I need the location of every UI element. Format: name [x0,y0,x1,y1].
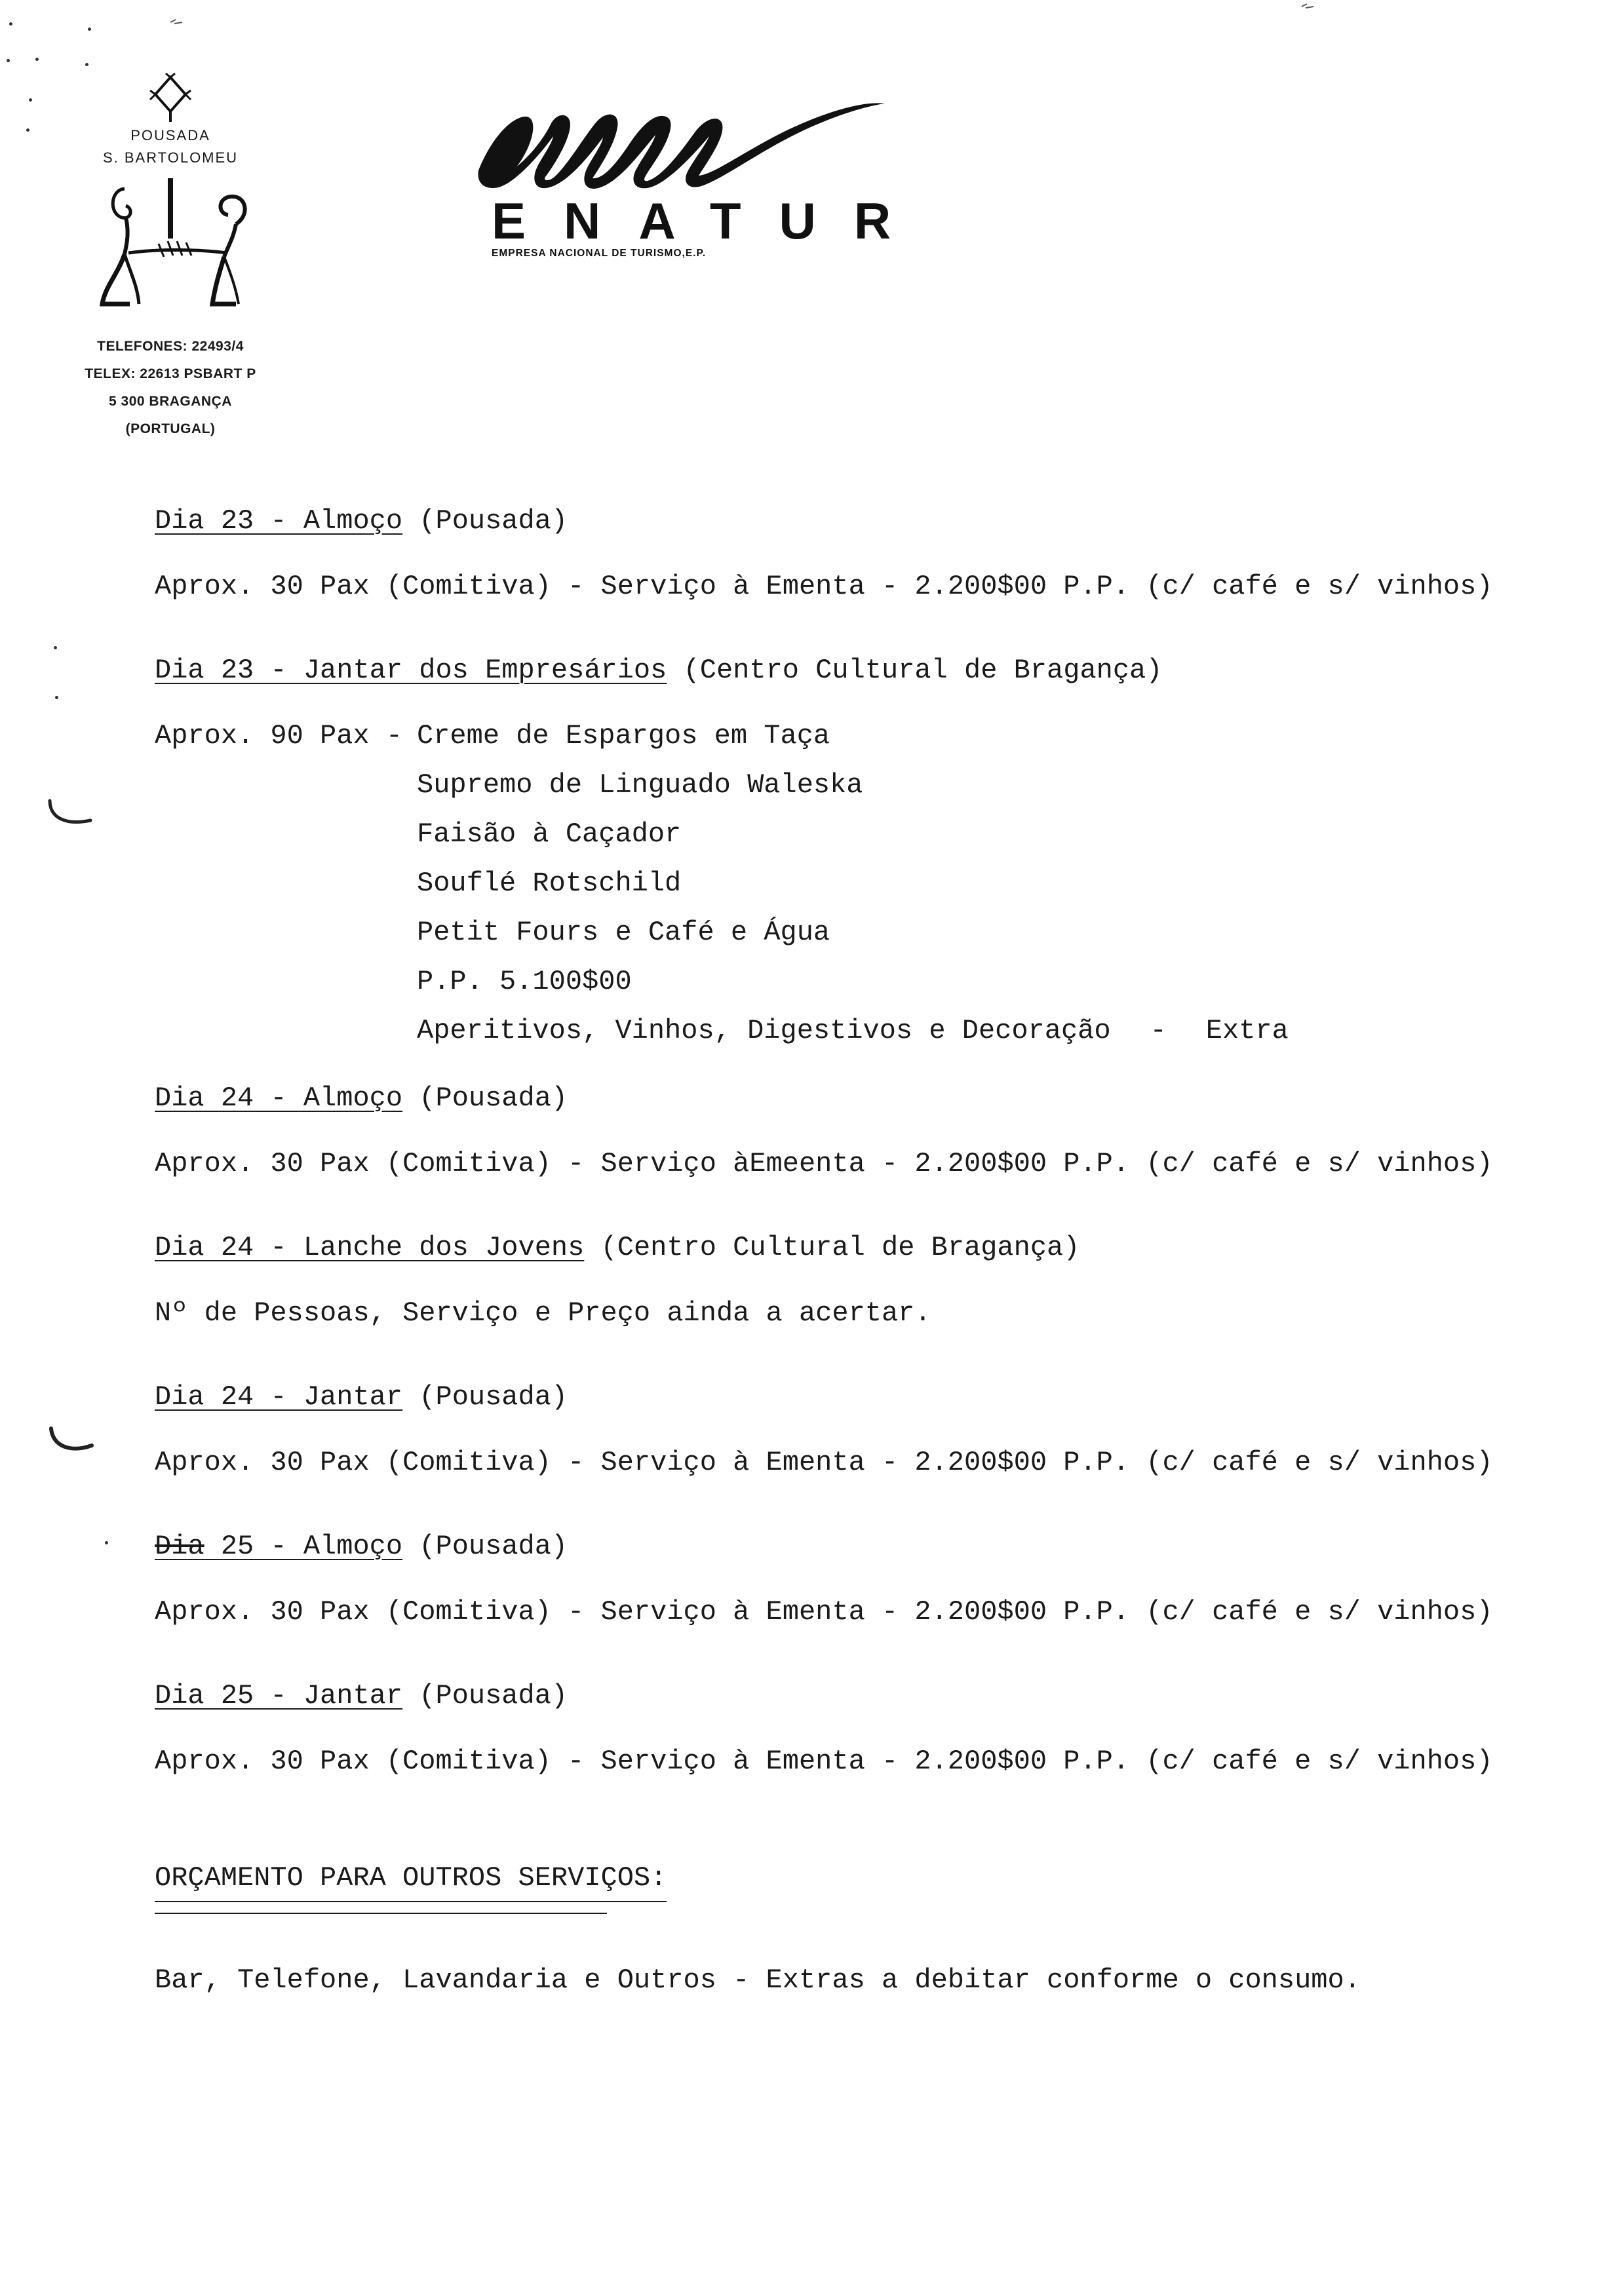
pousada-name-line1: POUSADA [130,127,210,144]
entry-detail: Aprox. 30 Pax (Comitiva) - Serviço à Ementa - 2.200$00 P.P. (c/ café e s/ vinhos) [155,1447,1493,1478]
menu-item: Petit Fours e Café e Água [417,917,830,948]
entry-place: (Pousada) [419,505,568,537]
entry-heading [155,654,1518,687]
entry-detail: Aprox. 30 Pax (Comitiva) - Serviço à Ementa - 2.200$00 P.P. (c/ café e s/ vinhos) [155,571,1493,602]
punch-hole-mark [46,798,94,828]
entry-heading [155,1530,1518,1563]
pousada-name-line2: S. BARTOLOMEU [102,149,239,166]
entry-detail: Aprox. 30 Pax (Comitiva) - Serviço àEmeenta - 2.200$00 P.P. (c/ café e s/ vinhos) [155,1148,1493,1179]
entry-day-rest: 25 - Almoço [204,1531,403,1562]
pousada-contact [39,333,302,443]
menu-item: Supremo de Linguado Waleska [417,769,863,801]
entry-place: (Centro Cultural de Bragança) [683,655,1163,686]
entry-day: Dia 24 - Lanche dos Jovens [155,1232,585,1263]
pousada-emblem-icon [141,72,200,124]
menu-item: Faisão à Caçador [417,818,682,850]
menu-lead: Aprox. 90 Pax - [155,720,403,752]
dinner-menu [155,719,1518,1063]
pousada-city: 5 300 BRAGANÇA [109,394,232,409]
scan-speck [54,646,57,649]
entry-dia23-jantar [155,654,1518,1063]
enatur-tagline: EMPRESA NACIONAL DE TURISMO,E.P. [492,248,707,259]
enatur-logo [472,98,929,269]
menu-extras [417,1014,1518,1063]
entry-day: Dia 23 - Jantar dos Empresários [155,655,667,686]
entry-heading [155,505,1518,537]
menu-items [417,719,1518,1063]
budget-text: Bar, Telefone, Lavandaria e Outros - Extras a debitar conforme o consumo. [155,1964,1361,1996]
entry-place: (Centro Cultural de Bragança) [600,1232,1080,1263]
pousada-figure-icon [79,176,262,307]
scan-speck [29,98,32,102]
menu-extras-label: Aperitivos, Vinhos, Digestivos e Decoração [417,1015,1111,1046]
entry-day [155,1531,402,1562]
entry-day: Dia 25 - Jantar [155,1680,403,1712]
entry-detail: Nº de Pessoas, Serviço e Preço ainda a acertar. [155,1297,931,1329]
entry-place: (Pousada) [419,1531,568,1562]
entry-place: (Pousada) [419,1082,568,1114]
entry-day: Dia 24 - Almoço [155,1082,403,1114]
enatur-wordmark: ENATUR [492,192,929,250]
menu-extras-sep: - [1150,1015,1167,1046]
entry-heading [155,1231,1518,1264]
scan-speck [9,22,12,26]
entry-dia24-jantar [155,1381,1518,1479]
scan-speck [105,1541,108,1544]
pousada-phones: TELEFONES: 22493/4 [97,339,244,354]
document-body [155,505,1518,1997]
entry-place: (Pousada) [419,1381,568,1413]
entry-place: (Pousada) [419,1680,568,1712]
scan-speck [88,28,91,31]
pousada-telex: TELEX: 22613 PSBART P [85,366,256,381]
budget-divider [155,1913,607,1914]
entry-dia25-jantar [155,1679,1518,1778]
entry-dia24-almoco [155,1082,1518,1180]
scan-speck [26,128,29,132]
entry-day: Dia 24 - Jantar [155,1381,403,1413]
pousada-country: (PORTUGAL) [125,421,216,436]
menu-price: P.P. 5.100$00 [417,966,632,997]
entry-dia25-almoco [155,1530,1518,1628]
menu-extras-value: Extra [1205,1015,1289,1046]
entry-heading [155,1679,1518,1712]
enatur-swirl-logo-icon [472,98,891,197]
entry-detail: Aprox. 30 Pax (Comitiva) - Serviço à Ementa - 2.200$00 P.P. (c/ café e s/ vinhos) [155,1746,1493,1777]
entry-day-struck: Dia [155,1531,204,1562]
entry-heading [155,1082,1518,1115]
menu-item: Creme de Espargos em Taça [417,720,830,752]
scan-tick-mark [1300,1,1316,10]
entry-heading [155,1381,1518,1413]
entry-detail: Aprox. 30 Pax (Comitiva) - Serviço à Ementa - 2.200$00 P.P. (c/ café e s/ vinhos) [155,1596,1493,1628]
entry-dia23-almoco [155,505,1518,603]
entry-dia24-lanche [155,1231,1518,1330]
menu-item: Souflé Rotschild [417,868,682,899]
punch-hole-mark [47,1426,96,1456]
scan-speck [55,696,58,699]
scan-tick-mark [169,17,185,26]
entry-day: Dia 23 - Almoço [155,505,403,537]
budget-title: ORÇAMENTO PARA OUTROS SERVIÇOS: [155,1862,667,1902]
pousada-letterhead [39,59,302,443]
scan-speck [7,59,10,62]
scan-speck [35,58,39,61]
